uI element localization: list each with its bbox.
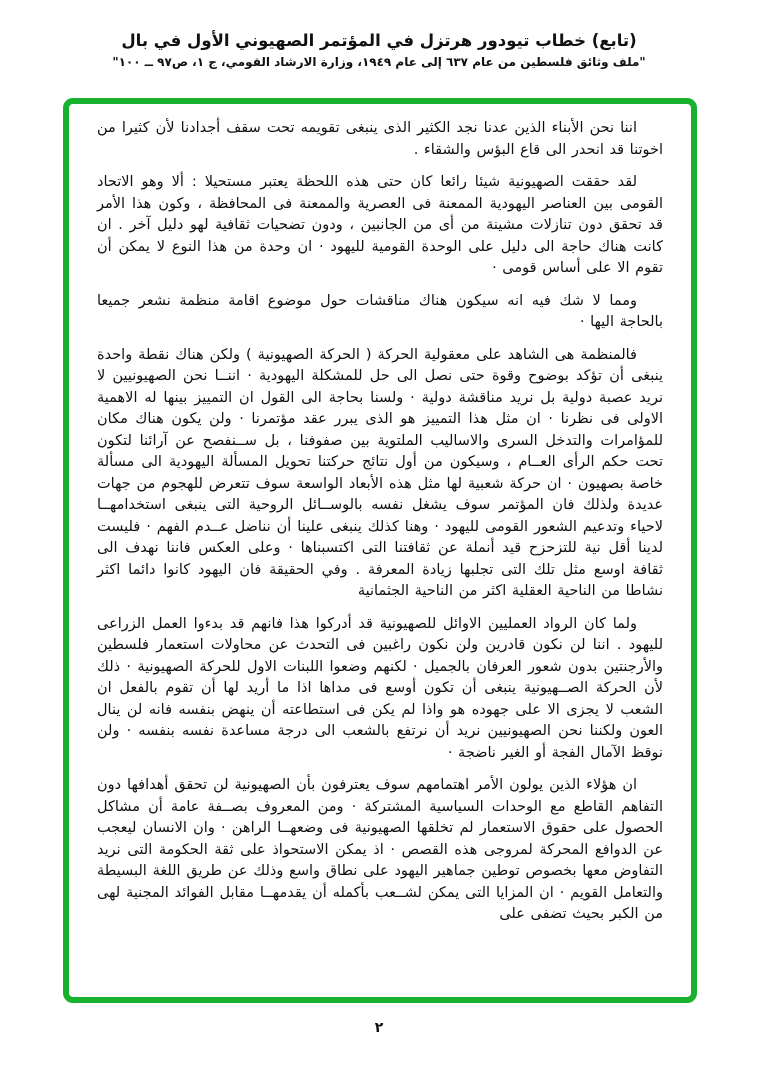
paragraph-3: ومما لا شك فيه انه سيكون هناك مناقشات حول موضوع اقامة منظمة نشعر جميعا بالحاجة اليها · <box>97 292 663 330</box>
paragraph-2: لقد حققت الصهيونية شيئا رائعا كان حتى هذه اللحظة يعتبر مستحيلا : ألا وهو الاتحاد القومى بين العناصر اليهودية الممعنة فى العصرية والممعنة فى المحافظة ، وكون هذا الأمر قد تحقق دون تنازلات مشينة من أى من الجانبين ، ودون تضحيات ثقافية لهو دليل آخر . ان كانت هناك حاجة الى دليل على الوحدة القومية لليهود · ان وحدة من هذا النوع لا يمكن أن تقوم الا على أساس قومى · <box>97 174 663 276</box>
page-header <box>0 0 758 69</box>
paragraph-6: ان هؤلاء الذين يولون الأمر اهتمامهم سوف يعترفون بأن الصهيونية لن تحقق أهدافها دون التفاهم القاطع مع الوحدات السياسية المشتركة · ومن المعروف بصــفة عامة أن مشاكل الحصول على حقوق الاستعمار لم تخلقها الصهيونية فى وضعهــا الراهن · وان الانسان ليعجب عن الدوافع المحركة لمروجى هذه القصص · اذ يمكن الاستحواذ على ثقة الحكومة التى نريد التفاوض معها بخصوص توطين جماهير اليهود على نطاق واسع وذلك عن طريق اللغة البسيطة والتعامل القويم · ان المزايا التى يمكن لشــعب بأكمله أن يقدمهــا مقابل الفوائد المجنية لهى من الكبر بحيث تضفى على <box>97 777 663 922</box>
page-number: ٢ <box>374 1020 384 1036</box>
document-title: (تابع) خطاب تيودور هرتزل في المؤتمر الصهيوني الأول في بال <box>121 31 637 50</box>
paragraph-5: ولما كان الرواد العمليين الاوائل للصهيونية قد أدركوا هذا فانهم قد بدءوا العمل الزراعى لليهود . اننا لن نكون قادرين ولن نكون راغبين فى التحدث عن محاولات استعمار فلسطين والأرجنتين بدون شعور العرفان بالجميل · لكنهم وضعوا اللبنات الاول للحركة الصهيونية · ذلك لأن الحركة الصــهيونية ينبغى أن تكون أوسع فى مداها اذا ما أريد لها أن تقوم بالفعل ان الشعب لا يجزى الا على جهوده هو واذا لم يكن فى استطاعته أن ينهض بنفسه فانه لن ينال العون ولكننا نحن الصهيونيين نريد أن نرتفع بالشعب الى درجة مساعدة نفسه بنفسه · ولن نوقظ الآمال الفجة أو الغير ناضجة · <box>97 615 663 761</box>
document-source-citation: "ملف وثائق فلسطين من عام ٦٣٧ إلى عام ١٩٤٩، وزارة الارشاد القومي، ج ١، ص٩٧ ــ ١٠٠" <box>112 55 646 70</box>
green-border-frame <box>63 98 697 1003</box>
paragraph-4: فالمنظمة هى الشاهد على معقولية الحركة ( الحركة الصهيونية ) ولكن هناك نقطة واحدة ينبغى أن تؤكد بوضوح وقوة حتى نصل الى حل للمشكلة اليهودية · اننــا نحن الصهيونيين لا نريد عصبة دولية بل نريد مناقشة دولية · ولسنا بحاجة الى القول ان التمييز بينها له الاهمية الاولى فى نظرنا · ان مثل هذا التمييز هو الذى يبرر عقد مؤتمرنا · ولن يكون هناك مكان للمؤامرات والتدخل السرى والاساليب الملتوية بين صفوفنا ، بل ســنفصح عن آرائنا لتكون تحت حكم الرأى العــام ، وسيكون من أول نتائج حركتنا تحويل المسألة اليهودية الى مسألة خاصة بصهيون · ان حركة شعبية لها مثل هذه الأبعاد الواسعة سوف تتعرض للهجوم من جهات عديدة ولذلك فان المؤتمر سوف يشغل نفسه بالوســائل الروحية التى ينبغى استخدامهــا لاحياء وتدعيم الشعور القومى لليهود · وهنا كذلك ينبغى علينا أن نناضل عــدم الفهم · فليست لدينا أقل نية للتزحزح قيد أنملة عن ثقافتنا التى اكتسبناها · وعلى العكس فاننا نهدف الى ثقافة اوسع مثل تلك التى تجلبها زيادة المعرفة . وفي الحقيقة فان اليهود كانوا دائما اكثر نشاطا من الناحية العقلية اكثر من الناحية الجثمانية <box>97 346 663 599</box>
paragraph-1: اننا نحن الأبناء الذين عدنا نجد الكثير الذى ينبغى تقويمه تحت سقف أجدادنا لأن كثيرا من اخوتنا قد انحدر الى قاع البؤس والشقاء . <box>97 120 663 158</box>
